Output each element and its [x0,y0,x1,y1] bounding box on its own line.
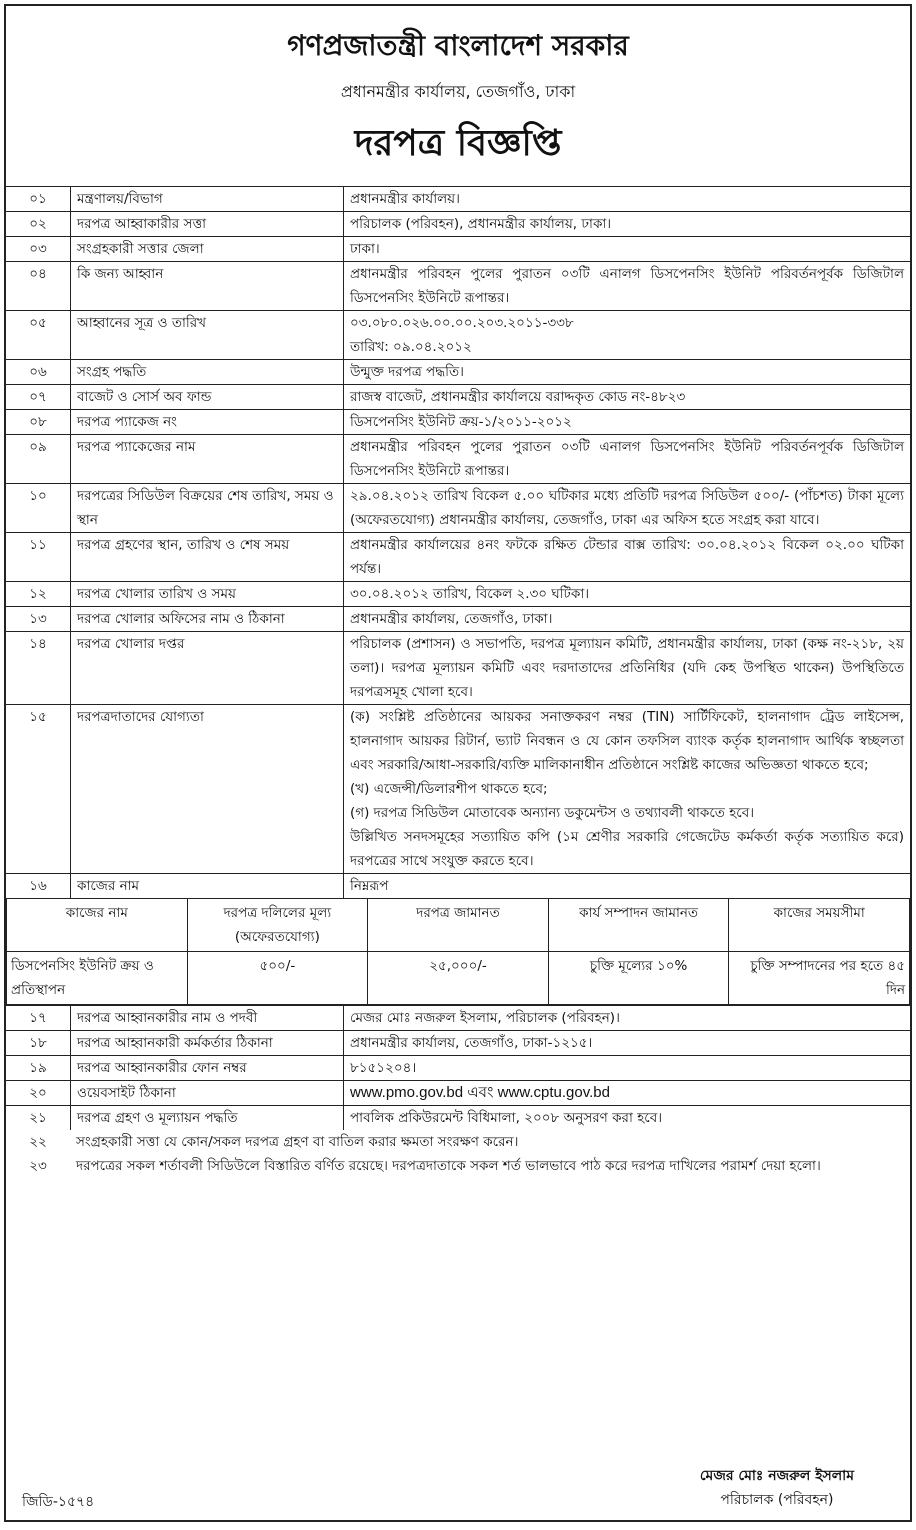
row-number: ০৭ [6,385,71,410]
row-label: দরপত্র গ্রহণের স্থান, তারিখ ও শেষ সময় [71,533,344,582]
office-address: প্রধানমন্ত্রীর কার্যালয়, তেজগাঁও, ঢাকা [340,82,576,101]
gd-number: জিডি-১৫৭৪ [22,1494,95,1510]
row-number: ১৩ [6,607,71,632]
row-number: ০৬ [6,360,71,385]
row-value-line: উল্লিখিত সনদসমূহের সত্যায়িত কপি (১ম শ্রেণীর সরকারি গেজেটেড কর্মকর্তা কর্তৃক সত্যায়িত করে) দরপত্রের সাথে সংযুক্ত করতে হবে। [350,829,904,869]
row-value: www.pmo.gov.bd এবং www.cptu.gov.bd [344,1081,911,1106]
row-value-line: প্রধানমন্ত্রীর কার্যালয়ের ৪নং ফটকে রক্ষিত টেন্ডার বাক্স তারিখ: ৩০.০৪.২০১২ বিকেল ০২.০০ ঘটিকা পর্যন্ত। [350,537,904,577]
row-value [344,582,911,607]
row-label: দরপত্র আহ্বানকারীর ফোন নম্বর [71,1056,344,1081]
note-row [6,1130,910,1154]
row-number: ০৮ [6,410,71,435]
row-value [344,385,911,410]
row-label: দরপত্র প্যাকেজ নং [71,410,344,435]
row-value-line: ২৯.০৪.২০১২ তারিখ বিকেল ৫.০০ ঘটিকার মধ্যে প্রতিটি দরপত্র সিডিউল ৫০০/- (পাঁচশত) টাকা মূল্যে (অফেরতযোগ্য) প্রধানমন্ত্রীর কার্যালয়, তেজগাঁও, ঢাকা এর অফিস হতে সংগ্রহ করা যাবে। [350,488,904,528]
row-value-line: নিম্নরূপ [350,878,389,894]
row-label: দরপত্র খোলার তারিখ ও সময় [71,582,344,607]
work-table [6,898,910,1005]
header [6,24,910,176]
row-number: ১৫ [6,705,71,874]
signatory-name: মেজর মোঃ নজরুল ইসলাম [699,1468,854,1484]
row-value: পাবলিক প্রকিউরমেন্ট বিধিমালা, ২০০৮ অনুসরণ করা হবে। [344,1106,911,1131]
row-value: ৮১৫১২০৪। [344,1056,911,1081]
row-value [344,187,911,212]
row-number: ১৪ [6,632,71,705]
row-label: ওয়েবসাইট ঠিকানা [71,1081,344,1106]
table-row [6,311,910,360]
row-value-line: রাজস্ব বাজেট, প্রধানমন্ত্রীর কার্যালয়ে বরাদ্দকৃত কোড নং-৪৮২৩ [350,389,686,405]
work-cell-doc-price: ৫০০/- [187,952,368,1005]
row-value: প্রধানমন্ত্রীর কার্যালয়, তেজগাঁও, ঢাকা-১২১৫। [344,1031,911,1056]
row-number: ১৬ [6,874,71,899]
note-number: ২২ [29,1134,47,1150]
row-value [344,533,911,582]
row-number: ০৫ [6,311,71,360]
notice-title: দরপত্র বিজ্ঞপ্তি [354,123,562,164]
row-number: ২১ [6,1106,71,1131]
row-label: বাজেট ও সোর্স অব ফান্ড [71,385,344,410]
note-text: সংগ্রহকারী সত্তা যে কোন/সকল দরপত্র গ্রহণ বা বাতিল করার ক্ষমতা সংরক্ষণ করেন। [76,1134,519,1150]
row-value-line: প্রধানমন্ত্রীর কার্যালয়। [350,191,460,207]
work-header-name: কাজের নাম [7,899,188,952]
row-label: দরপত্রের সিডিউল বিক্রয়ের শেষ তারিখ, সময় ও স্থান [71,484,344,533]
row-value-line: ৩০.০৪.২০১২ তারিখ, বিকেল ২.৩০ ঘটিকা। [350,586,590,602]
row-number: ১১ [6,533,71,582]
row-number: ১২ [6,582,71,607]
row-label: দরপত্র গ্রহণ ও মূল্যায়ন পদ্ধতি [71,1106,344,1131]
table-row [6,533,910,582]
row-value-line: প্রধানমন্ত্রীর পরিবহন পুলের পুরাতন ০৩টি এনালগ ডিসপেনসিং ইউনিট পরিবর্তনপূর্বক ডিজিটাল ডিসপেনসিং ইউনিটে রূপান্তর। [350,266,904,306]
row-value [344,435,911,484]
row-label: দরপত্র খোলার অফিসের নাম ও ঠিকানা [71,607,344,632]
row-value [344,311,911,360]
table-row [6,262,910,311]
table-row [6,187,910,212]
table-row [6,607,910,632]
row-label: কি জন্য আহ্বান [71,262,344,311]
notes-table [6,1130,910,1178]
row-value [344,632,911,705]
row-value-line: প্রধানমন্ত্রীর কার্যালয়, তেজগাঁও, ঢাকা। [350,611,553,627]
row-value [344,212,911,237]
row-number: ১৯ [6,1056,71,1081]
table-row [6,1081,910,1106]
note-text: দরপত্রের সকল শর্তাবলী সিডিউলে বিস্তারিত বর্ণিত রয়েছে। দরপত্রদাতাকে সকল শর্ত ভালভাবে পাঠ করে দরপত্র দাখিলের পরামর্শ দেয়া হলো। [76,1158,821,1174]
table-row [6,1056,910,1081]
row-value-line: (ক) সংশ্লিষ্ট প্রতিষ্ঠানের আয়কর সনাক্তকরণ নম্বর (TIN) সার্টিফিকেট, হালনাগাদ ট্রেড লাইসেন্স, হালনাগাদ আয়কর রিটার্ন, ভ্যাট নিবন্ধন ও যে কোন তফসিল ব্যাংক কর্তৃক হালনাগাদ আর্থিক স্বচ্ছলতা এবং সরকারি/আধা-সরকারি/ব্যক্তি মালিকানাধীন প্রতিষ্ঠানে সংশ্লিষ্ট কাজের অভিজ্ঞতা থাকতে হবে; [350,709,904,773]
row-value-line: পরিচালক (প্রশাসন) ও সভাপতি, দরপত্র মূল্যায়ন কমিটি, প্রধানমন্ত্রীর কার্যালয়, ঢাকা (কক্ষ নং-২১৮, ২য় তলা)। দরপত্র মূল্যায়ন কমিটি এবং দরদাতাদের প্রতিনিধির (যদি কেহ উপস্থিত থাকেন) উপস্থিতিতে দরপত্রসমূহ খোলা হবে। [350,636,904,700]
footer [6,1448,910,1520]
table-row [6,1031,910,1056]
row-number: ০১ [6,187,71,212]
row-value [344,360,911,385]
row-value-line: (গ) দরপত্র সিডিউল মোতাবেক অন্যান্য ডকুমেন্টস ও তথ্যাবলী থাকতে হবে। [350,805,755,821]
work-cell-time-limit: চুক্তি সম্পাদনের পর হতে ৪৫ দিন [729,952,910,1005]
table-row [6,484,910,533]
table-row [6,874,910,899]
work-header-security: দরপত্র জামানত [368,899,549,952]
tender-details-table [6,186,910,898]
row-value-line: পরিচালক (পরিবহন), প্রধানমন্ত্রীর কার্যালয়, ঢাকা। [350,216,612,232]
signature-block [700,1464,854,1512]
table-row [6,582,910,607]
row-number: ০২ [6,212,71,237]
row-label: দরপত্র খোলার দপ্তর [71,632,344,705]
table-row [6,1006,910,1031]
row-label: মন্ত্রণালয়/বিভাগ [71,187,344,212]
table-row [6,435,910,484]
work-header-performance-security: কার্য সম্পাদন জামানত [548,899,729,952]
row-number: ১০ [6,484,71,533]
row-value [344,705,911,874]
row-number: ১৭ [6,1006,71,1031]
table-row [6,237,910,262]
signatory-title: পরিচালক (পরিবহন) [720,1492,834,1508]
row-value-line: ০৩.০৮০.০২৬.০০.০০.২০৩.২০১১-৩৩৮ [350,315,574,331]
row-label: আহ্বানের সূত্র ও তারিখ [71,311,344,360]
row-value [344,237,911,262]
row-value [344,874,911,899]
note-number: ২৩ [29,1158,47,1174]
row-value [344,484,911,533]
row-label: দরপত্রদাতাদের যোগ্যতা [71,705,344,874]
row-value-line: প্রধানমন্ত্রীর পরিবহন পুলের পুরাতন ০৩টি এনালগ ডিসপেনসিং ইউনিট পরিবর্তনপূর্বক ডিজিটাল ডিসপেনসিং ইউনিটে রূপান্তর। [350,439,904,479]
row-number: ১৮ [6,1031,71,1056]
table-row [6,705,910,874]
row-number: ০৯ [6,435,71,484]
table-row [6,212,910,237]
row-value [344,410,911,435]
row-label: দরপত্র আহ্বাকারীর সত্তা [71,212,344,237]
row-value-line: (খ) এজেন্সী/ডিলারশীপ থাকতে হবে; [350,781,548,797]
table-row [6,360,910,385]
row-label: দরপত্র আহ্বানকারী কর্মকর্তার ঠিকানা [71,1031,344,1056]
row-number: ০৩ [6,237,71,262]
work-header-time-limit: কাজের সময়সীমা [729,899,910,952]
table-row [6,632,910,705]
row-value [344,607,911,632]
work-cell-name: ডিসপেনসিং ইউনিট ক্রয় ও প্রতিস্থাপন [7,952,188,1005]
row-value-line: উন্মুক্ত দরপত্র পদ্ধতি। [350,364,464,380]
row-number: ২০ [6,1081,71,1106]
row-label: দরপত্র আহ্বানকারীর নাম ও পদবী [71,1006,344,1031]
work-cell-performance-security: চুক্তি মূল্যের ১০% [548,952,729,1005]
notice-page [4,4,912,1522]
row-number: ০৪ [6,262,71,311]
row-value [344,262,911,311]
row-value-line: তারিখ: ০৯.০৪.২০১২ [350,339,472,355]
government-title: গণপ্রজাতন্ত্রী বাংলাদেশ সরকার [287,29,629,62]
row-label: দরপত্র প্যাকেজের নাম [71,435,344,484]
row-value: মেজর মোঃ নজরুল ইসলাম, পরিচালক (পরিবহন)। [344,1006,911,1031]
row-label: কাজের নাম [71,874,344,899]
table-row [6,410,910,435]
row-label: সংগ্রহকারী সত্তার জেলা [71,237,344,262]
work-cell-security: ২৫,০০০/- [368,952,549,1005]
table-row [6,385,910,410]
tender-contact-table [6,1005,910,1130]
work-header-doc-price: দরপত্র দলিলের মূল্য (অফেরতযোগ্য) [187,899,368,952]
row-value-line: ডিসপেনসিং ইউনিট ক্রয়-১/২০১১-২০১২ [350,414,572,430]
row-value-line: ঢাকা। [350,241,380,257]
table-row [6,1106,910,1131]
row-label: সংগ্রহ পদ্ধতি [71,360,344,385]
note-row [6,1154,910,1178]
